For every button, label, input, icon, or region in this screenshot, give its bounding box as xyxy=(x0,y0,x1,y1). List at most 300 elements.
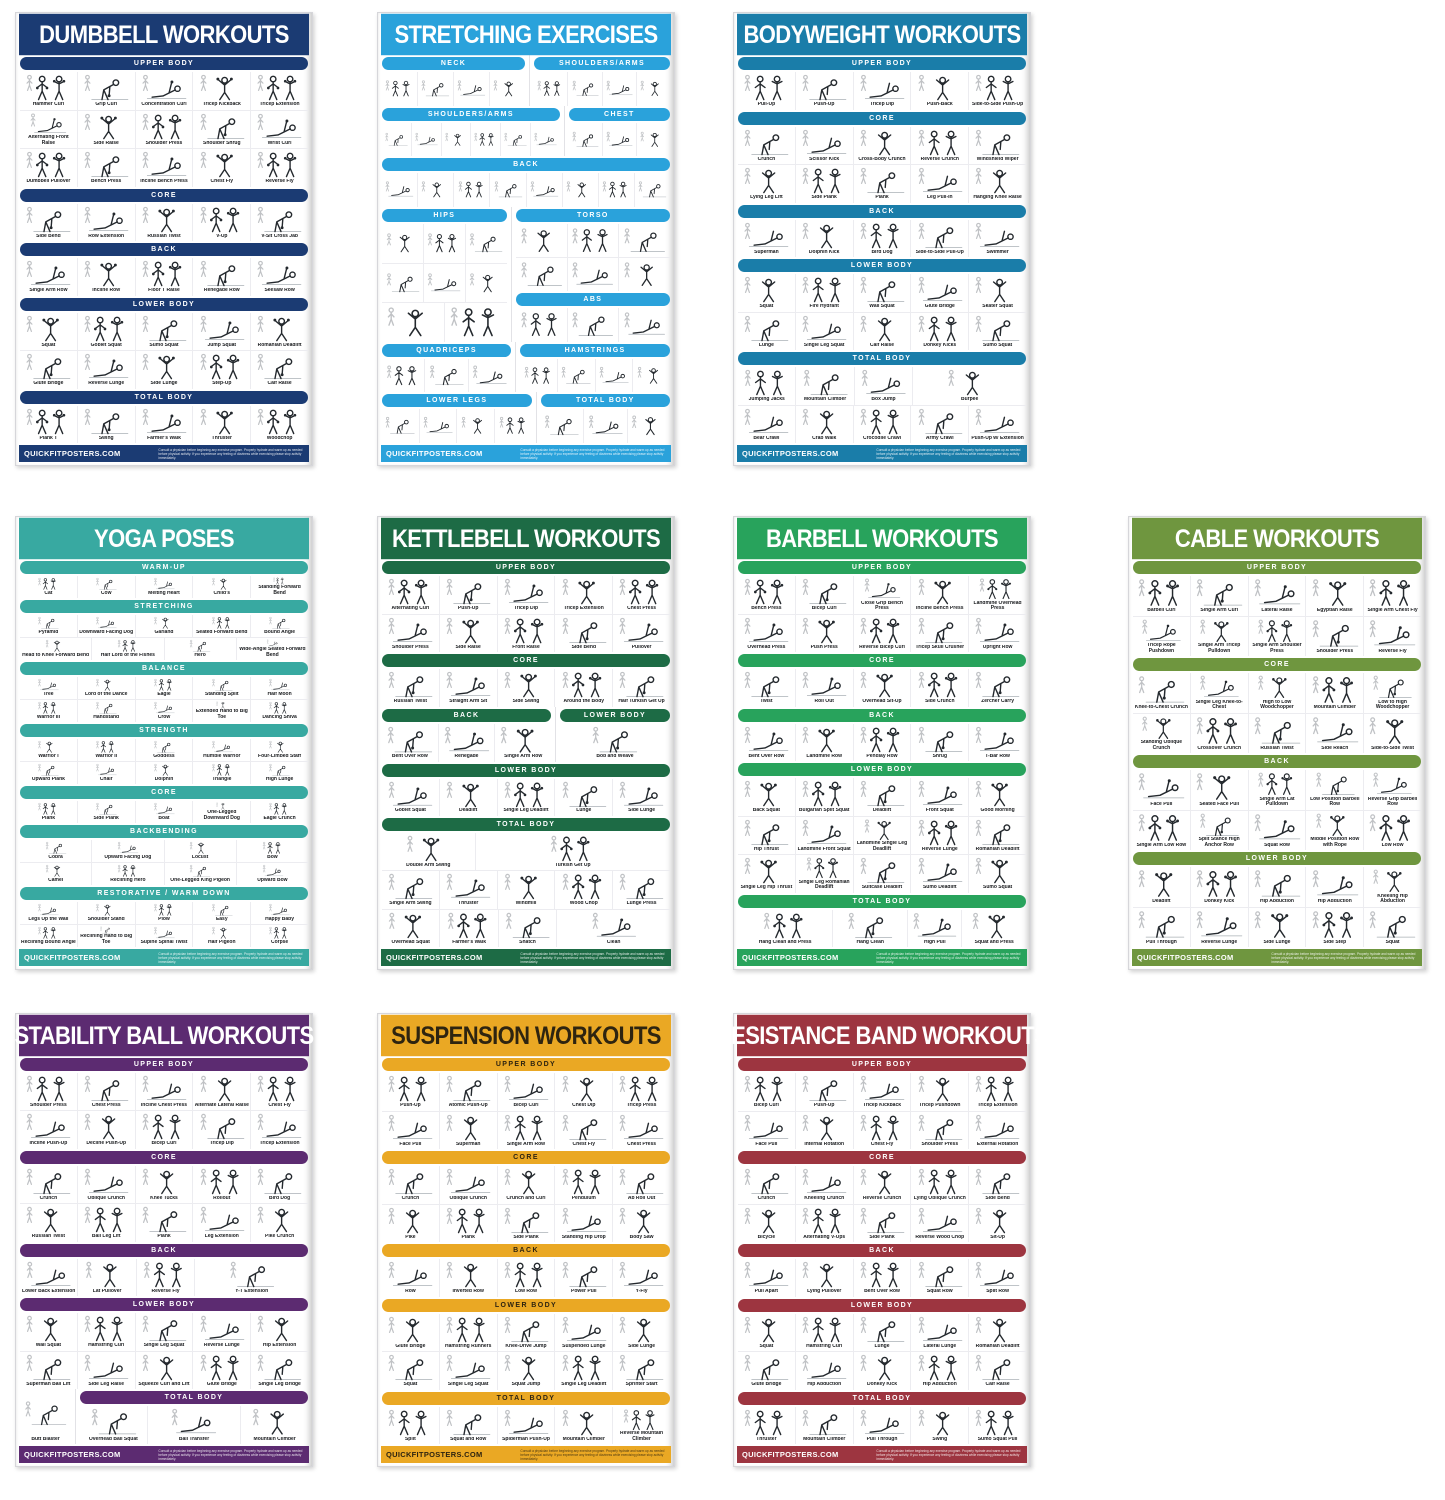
exercise-cell xyxy=(20,576,77,598)
exercise-figure-icon xyxy=(857,616,907,645)
poster-band-column xyxy=(734,55,1030,443)
exercise-cell xyxy=(20,1352,77,1389)
exercise-label: Russian Twist xyxy=(31,1234,66,1240)
exercise-label: Chest Fly xyxy=(268,1102,291,1108)
exercise-cell xyxy=(20,204,77,242)
exercise-label: Egyptian Raise xyxy=(1316,608,1353,613)
exercise-cell xyxy=(424,359,467,393)
exercise-cell xyxy=(968,669,1026,707)
exercise-cell xyxy=(618,258,670,291)
exercise-figure-icon xyxy=(139,577,189,591)
exercise-figure-icon xyxy=(1367,868,1417,894)
exercise-cell xyxy=(250,111,308,149)
exercise-figure-icon xyxy=(741,670,791,699)
poster-kettlebell xyxy=(377,516,675,970)
exercise-figure-icon xyxy=(254,1353,304,1382)
exercise-figure-icon xyxy=(741,1408,791,1437)
exercise-figure-icon xyxy=(1252,868,1302,899)
exercise-figure-icon xyxy=(1252,618,1302,644)
exercise-cell xyxy=(968,724,1026,762)
exercise-label: Side Plank xyxy=(869,1234,895,1240)
exercise-cell xyxy=(417,173,453,207)
exercise-cell xyxy=(135,576,193,598)
exercise-row xyxy=(738,816,1026,855)
exercise-cell xyxy=(192,576,250,598)
exercise-cell xyxy=(1190,811,1248,851)
exercise-figure-icon xyxy=(1367,618,1417,649)
exercise-figure-icon xyxy=(741,779,791,808)
exercise-figure-icon xyxy=(24,639,88,653)
exercise-cell xyxy=(20,925,77,947)
exercise-label: Around the Body xyxy=(563,699,605,705)
exercise-label: Eagle Crunch xyxy=(263,815,296,821)
poster-band-column xyxy=(564,106,674,157)
exercise-cell xyxy=(236,863,308,885)
exercise-cell xyxy=(20,902,77,924)
exercise-cell xyxy=(192,739,250,761)
exercise-cell xyxy=(795,778,853,816)
exercise-cell xyxy=(520,359,557,393)
exercise-figure-icon xyxy=(915,275,965,304)
exercise-label: Squat Row xyxy=(1264,842,1290,848)
exercise-cell xyxy=(795,576,853,614)
exercise-cell xyxy=(250,801,308,823)
exercise-figure-icon xyxy=(23,802,73,816)
section-header: TOTAL BODY xyxy=(738,895,1026,908)
exercise-label: Side Lunge xyxy=(1263,939,1291,945)
poster-band-column xyxy=(734,1056,1030,1444)
exercise-label: Overhead Sit-Up xyxy=(862,699,902,704)
exercise-label: Half Turkish Get Up xyxy=(618,699,665,705)
exercise-label: Pike Crunch xyxy=(264,1234,295,1240)
section-header: LOWER BODY xyxy=(20,1298,308,1311)
exercise-cell xyxy=(554,576,612,614)
exercise-cell xyxy=(20,840,91,862)
exercise-figure-icon xyxy=(799,1074,849,1103)
section-header: UPPER BODY xyxy=(382,561,670,574)
exercise-cell xyxy=(968,1205,1026,1243)
exercise-figure-icon xyxy=(254,1205,304,1234)
exercise-cell xyxy=(497,1073,555,1111)
exercise-cell xyxy=(738,1314,795,1352)
exercise-figure-icon xyxy=(501,577,551,606)
exercise-figure-icon xyxy=(799,856,849,880)
exercise-row xyxy=(20,258,308,296)
exercise-cell xyxy=(907,910,961,948)
exercise-cell xyxy=(554,1352,612,1390)
exercise-figure-icon xyxy=(616,577,666,606)
exercise-cell xyxy=(738,910,832,948)
exercise-figure-icon xyxy=(1194,812,1244,838)
exercise-cell xyxy=(602,72,636,106)
footer-brand-text: QUICKFITPOSTERS.COM xyxy=(386,449,483,458)
exercise-label: Tricep Kickback xyxy=(202,102,241,107)
section-header: UPPER BODY xyxy=(738,1058,1026,1071)
exercise-figure-icon xyxy=(915,779,965,808)
exercise-label: Hang Clean xyxy=(856,939,884,945)
exercise-figure-icon xyxy=(616,1353,666,1382)
exercise-figure-icon xyxy=(741,407,791,436)
exercise-label: Bent Over Row xyxy=(864,1289,900,1294)
exercise-cell xyxy=(77,1313,135,1350)
footer-brand-text: QUICKFITPOSTERS.COM xyxy=(386,1450,483,1459)
exercise-label: Plank T xyxy=(39,435,58,441)
exercise-label: Push-Up xyxy=(400,1103,421,1108)
exercise-cell xyxy=(382,615,439,653)
exercise-label: Deadlift xyxy=(872,808,892,813)
exercise-cell xyxy=(135,1166,193,1203)
exercise-row xyxy=(20,110,308,149)
exercise-figure-icon xyxy=(911,911,958,940)
exercise-row xyxy=(20,1073,308,1110)
poster-band-column xyxy=(515,342,674,393)
exercise-cell xyxy=(636,123,670,157)
exercise-figure-icon xyxy=(23,740,73,754)
exercise-label: Lunge xyxy=(758,342,774,348)
exercise-figure-icon xyxy=(139,150,189,179)
exercise-cell xyxy=(382,1166,439,1204)
exercise-label: Single Arm Low Row xyxy=(1136,842,1187,848)
exercise-figure-icon xyxy=(915,407,965,436)
exercise-label: Hanging Knee Raise xyxy=(973,195,1022,200)
exercise-cell xyxy=(968,1073,1026,1111)
exercise-label: Goddess xyxy=(153,753,175,759)
exercise-figure-icon xyxy=(385,670,435,699)
poster-body xyxy=(734,54,1030,444)
exercise-cell xyxy=(135,1073,193,1110)
exercise-label: Reverse Grip Barbell Row xyxy=(1367,796,1418,807)
exercise-row xyxy=(382,1351,670,1390)
exercise-figure-icon xyxy=(741,725,791,754)
exercise-row xyxy=(20,204,308,242)
exercise-row xyxy=(738,1314,1026,1352)
exercise-cell xyxy=(20,1259,77,1296)
exercise-figure-icon xyxy=(139,1353,189,1382)
exercise-label: Front Raise xyxy=(512,644,540,650)
exercise-figure-icon xyxy=(385,360,422,391)
exercise-figure-icon xyxy=(972,407,1022,436)
exercise-cell xyxy=(1363,908,1421,948)
exercise-figure-icon xyxy=(741,1206,791,1235)
exercise-cell xyxy=(135,902,193,924)
exercise-figure-icon xyxy=(385,225,421,261)
exercise-label: Landmine Front Squat xyxy=(797,846,851,852)
exercise-figure-icon xyxy=(448,304,503,340)
section-header: BACK xyxy=(382,158,670,171)
exercise-figure-icon xyxy=(799,1113,849,1142)
exercise-cell xyxy=(910,165,968,203)
exercise-cell xyxy=(602,123,636,157)
exercise-label: Grip Curl xyxy=(95,102,118,107)
exercise-figure-icon xyxy=(559,1074,609,1103)
exercise-cell xyxy=(250,72,308,110)
exercise-cell xyxy=(738,1352,795,1390)
exercise-figure-icon xyxy=(197,1074,247,1103)
exercise-label: Squat xyxy=(1385,939,1400,945)
exercise-label: Deadlift xyxy=(459,808,478,814)
exercise-cell xyxy=(1363,617,1421,657)
exercise-figure-icon xyxy=(139,616,189,630)
section-header: LOWER BODY xyxy=(560,709,670,722)
exercise-figure-icon xyxy=(23,763,73,777)
exercise-figure-icon xyxy=(741,616,791,645)
exercise-cell xyxy=(554,1073,612,1111)
exercise-figure-icon xyxy=(139,763,189,777)
exercise-label: Reverse Fly xyxy=(1378,648,1407,654)
exercise-cell xyxy=(968,1112,1026,1150)
exercise-figure-icon xyxy=(1367,577,1417,608)
exercise-label: Cow xyxy=(100,590,112,596)
exercise-label: Turkish Get Up xyxy=(555,862,591,868)
exercise-figure-icon xyxy=(972,1315,1022,1344)
exercise-label: Sumo Squat xyxy=(149,342,179,348)
exercise-figure-icon xyxy=(1194,909,1244,940)
exercise-label: Bob and Weave xyxy=(596,754,634,759)
exercise-cell xyxy=(382,1205,439,1243)
exercise-figure-icon xyxy=(915,128,965,157)
exercise-label: Decline Push-Up xyxy=(86,1141,127,1147)
exercise-cell xyxy=(795,724,853,762)
exercise-figure-icon xyxy=(972,779,1022,808)
exercise-figure-icon xyxy=(1252,771,1302,797)
exercise-label: Russian Twist xyxy=(393,699,428,705)
exercise-cell xyxy=(494,409,532,443)
exercise-figure-icon xyxy=(81,577,131,591)
exercise-figure-icon xyxy=(799,1206,849,1235)
exercise-label: Mountain Climber xyxy=(562,1436,605,1442)
exercise-figure-icon xyxy=(385,265,421,301)
exercise-cell xyxy=(968,220,1026,258)
exercise-cell xyxy=(910,669,968,707)
exercise-figure-icon xyxy=(501,1206,551,1235)
exercise-figure-icon xyxy=(857,856,907,885)
exercise-figure-icon xyxy=(1310,618,1360,649)
exercise-label: Superman Ball Lift xyxy=(26,1381,71,1387)
exercise-cell xyxy=(382,359,424,393)
exercise-label: Kneeling Crunch xyxy=(804,1196,845,1201)
exercise-label: Lord of the Dance xyxy=(84,691,128,697)
poster-footer xyxy=(19,1446,309,1463)
poster-dumbbell xyxy=(15,12,313,466)
exercise-figure-icon xyxy=(915,1074,965,1103)
exercise-label: Camel xyxy=(48,877,64,883)
exercise-cell xyxy=(489,173,525,207)
exercise-figure-icon xyxy=(570,259,615,289)
section-header: LOWER BODY xyxy=(382,1299,670,1312)
exercise-label: Hip Abduction xyxy=(1260,899,1294,904)
exercise-row xyxy=(20,615,308,637)
exercise-cell xyxy=(192,801,250,823)
exercise-cell xyxy=(439,871,497,908)
exercise-figure-icon xyxy=(972,1074,1022,1103)
exercise-label: Russian Twist xyxy=(1260,745,1294,751)
exercise-figure-icon xyxy=(1136,674,1186,705)
exercise-cell xyxy=(135,258,193,296)
exercise-label: Reverse Fly xyxy=(265,179,294,184)
exercise-cell xyxy=(968,274,1026,312)
exercise-cell xyxy=(738,1073,795,1111)
poster-band-column xyxy=(378,55,529,106)
exercise-cell xyxy=(498,910,556,947)
exercise-figure-icon xyxy=(616,1167,666,1196)
exercise-figure-icon xyxy=(915,1167,965,1196)
exercise-cell xyxy=(250,406,308,444)
exercise-label: Reclining Bound Angle xyxy=(21,939,76,945)
exercise-cell xyxy=(250,902,308,924)
exercise-label: Side Step xyxy=(1323,939,1347,945)
exercise-figure-icon xyxy=(799,670,849,699)
footer-brand-text: QUICKFITPOSTERS.COM xyxy=(1137,953,1234,962)
exercise-label: Lateral Raise xyxy=(1261,608,1293,613)
exercise-figure-icon xyxy=(254,701,304,715)
exercise-figure-icon xyxy=(385,1113,435,1142)
exercise-label: Sprinter Start xyxy=(625,1382,658,1387)
poster-bodyweight xyxy=(733,12,1031,466)
poster-band-column xyxy=(378,762,674,948)
exercise-cell xyxy=(1190,867,1248,907)
exercise-label: Glute Bridge xyxy=(751,1382,782,1387)
poster-footer xyxy=(737,445,1027,462)
exercise-figure-icon xyxy=(197,678,247,692)
exercise-cell xyxy=(20,111,77,149)
exercise-figure-icon xyxy=(915,856,965,885)
exercise-cell xyxy=(1190,617,1248,657)
exercise-label: Front Squat xyxy=(925,808,954,813)
exercise-row xyxy=(20,801,308,823)
exercise-cell xyxy=(567,224,619,257)
poster-band xyxy=(734,55,1030,443)
exercise-cell xyxy=(382,724,438,762)
exercise-label: Jump Squat xyxy=(207,342,237,348)
exercise-label: Hip Abduction xyxy=(807,1382,842,1387)
exercise-figure-icon xyxy=(139,407,189,436)
exercise-cell xyxy=(1363,714,1421,754)
exercise-cell xyxy=(853,576,911,614)
poster-title: STABILITY BALL WORKOUTS xyxy=(19,1015,309,1056)
exercise-figure-icon xyxy=(559,1315,609,1344)
exercise-label: Face Pull xyxy=(755,1141,778,1147)
exercise-cell xyxy=(135,677,193,699)
exercise-cell xyxy=(795,274,853,312)
exercise-figure-icon xyxy=(23,1390,68,1436)
exercise-figure-icon xyxy=(857,1315,907,1344)
exercise-label: Barbell Curl xyxy=(1147,608,1176,613)
exercise-label: Landmine Single Leg Deadlift xyxy=(856,841,908,852)
exercise-figure-icon xyxy=(857,1113,907,1142)
exercise-figure-icon xyxy=(559,1353,609,1382)
exercise-label: Russian Twist xyxy=(147,233,181,239)
exercise-cell xyxy=(738,1407,795,1445)
exercise-cell xyxy=(20,351,77,389)
exercise-cell xyxy=(192,149,250,187)
poster-band-column xyxy=(511,207,674,342)
exercise-figure-icon xyxy=(519,309,564,339)
exercise-cell xyxy=(135,739,193,761)
exercise-figure-icon xyxy=(444,911,495,940)
exercise-cell xyxy=(475,833,670,870)
exercise-figure-icon xyxy=(428,360,465,391)
exercise-label: Glute Bridge xyxy=(33,381,64,386)
exercise-cell xyxy=(910,220,968,258)
exercise-figure-icon xyxy=(96,841,160,855)
exercise-label: Ball Transfer xyxy=(178,1436,210,1442)
exercise-figure-icon xyxy=(254,616,304,630)
exercise-row xyxy=(738,220,1026,258)
exercise-label: Thruster xyxy=(211,435,232,441)
exercise-row xyxy=(738,669,1026,707)
exercise-label: Alternating V-Ups xyxy=(803,1234,846,1240)
exercise-figure-icon xyxy=(559,1113,609,1142)
exercise-figure-icon xyxy=(1252,577,1302,608)
exercise-cell xyxy=(382,264,423,303)
exercise-label: Woodchop xyxy=(266,435,293,441)
exercise-figure-icon xyxy=(139,740,189,754)
exercise-cell xyxy=(910,615,968,653)
exercise-cell xyxy=(795,165,853,203)
exercise-label: Squat and Row xyxy=(450,1436,487,1442)
exercise-cell xyxy=(468,359,511,393)
exercise-label: Box Jump xyxy=(871,397,896,402)
exercise-label: Pull Through xyxy=(1145,939,1177,945)
exercise-cell xyxy=(136,1259,194,1296)
exercise-figure-icon xyxy=(245,1407,305,1436)
exercise-figure-icon xyxy=(858,368,909,397)
exercise-cell xyxy=(910,313,968,351)
exercise-figure-icon xyxy=(139,802,189,816)
exercise-figure-icon xyxy=(1194,868,1244,899)
section-header: HAMSTRINGS xyxy=(520,344,670,357)
exercise-row xyxy=(382,1073,670,1111)
exercise-label: Upright Row xyxy=(982,644,1013,650)
poster-band-column xyxy=(16,1056,312,1389)
exercise-label: Y-T Extension xyxy=(235,1288,269,1294)
exercise-label: Push Press xyxy=(810,644,838,650)
exercise-cell xyxy=(795,1352,853,1390)
exercise-label: Chest Fly xyxy=(210,179,234,184)
exercise-cell xyxy=(1305,617,1363,657)
exercise-figure-icon xyxy=(81,616,131,630)
exercise-figure-icon xyxy=(456,73,486,104)
exercise-cell xyxy=(77,1111,135,1148)
exercise-label: Split Stance High Anchor Row xyxy=(1198,837,1240,848)
exercise-label: Donkey Kicks xyxy=(923,342,957,348)
exercise-label: Close Grip Bench Press xyxy=(861,600,903,611)
exercise-figure-icon xyxy=(1310,715,1360,746)
poster-band-column xyxy=(536,392,674,443)
exercise-label: Warrior II xyxy=(95,753,118,759)
exercise-label: Knee Tucks xyxy=(150,1195,178,1201)
exercise-cell xyxy=(853,615,911,653)
footer-disclaimer-text: Consult a physician before beginning any exercise program. Properly hydrate and warm up as needed before physical activity. If you experience any feeling of dizziness while exercising please stop activity immediately. xyxy=(520,1448,665,1461)
section-header: TOTAL BODY xyxy=(382,1392,670,1405)
exercise-figure-icon xyxy=(444,124,469,155)
exercise-cell xyxy=(1248,908,1306,948)
exercise-cell xyxy=(612,576,670,614)
footer-brand-text: QUICKFITPOSTERS.COM xyxy=(386,953,483,962)
exercise-figure-icon xyxy=(972,1353,1022,1382)
exercise-figure-icon xyxy=(81,150,131,179)
exercise-cell xyxy=(853,127,911,165)
exercise-row xyxy=(534,72,670,106)
poster-footer xyxy=(1132,949,1422,966)
section-header: BALANCE xyxy=(20,662,308,675)
exercise-row xyxy=(541,409,670,443)
exercise-figure-icon xyxy=(385,1315,435,1344)
exercise-figure-icon xyxy=(254,352,304,381)
exercise-figure-icon xyxy=(972,670,1022,699)
exercise-label: Reverse Lunge xyxy=(1201,939,1238,945)
exercise-label: Leg Extension xyxy=(204,1234,239,1240)
